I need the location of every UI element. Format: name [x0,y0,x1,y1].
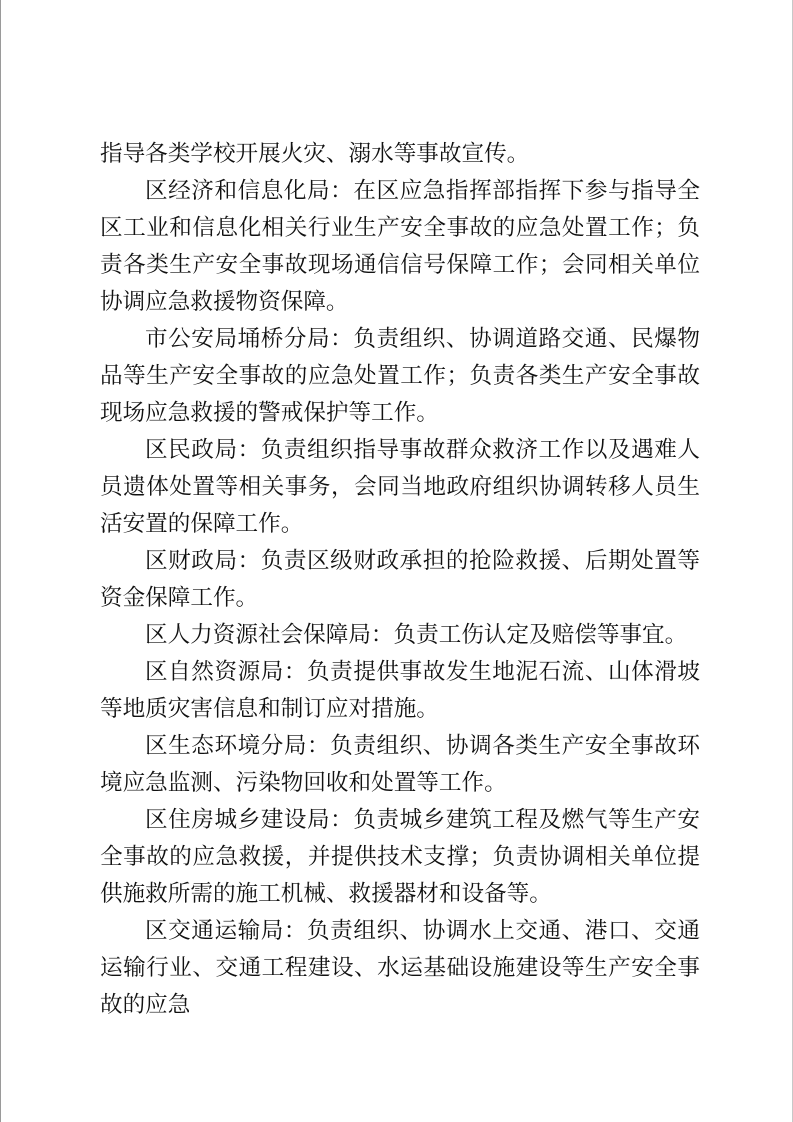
paragraph-ecology-environment-branch: 区生态环境分局：负责组织、协调各类生产安全事故环境应急监测、污染物回收和处置等工作。 [100,733,700,796]
paragraph-housing-construction-bureau: 区住房城乡建设局：负责城乡建筑工程及燃气等生产安全事故的应急救援，并提供技术支撑；负责协调相关单位提供施救所需的施工机械、救援器材和设备等。 [100,807,700,907]
document-body [100,136,700,1024]
paragraph-human-resources-bureau: 区人力资源社会保障局：负责工伤认定及赔偿等事宜。 [145,622,688,648]
paragraph-schools-continuation: 指导各类学校开展火灾、溺水等事故宣传。 [100,141,530,167]
paragraph-natural-resources-bureau: 区自然资源局：负责提供事故发生地泥石流、山体滑坡等地质灾害信息和制订应对措施。 [100,659,700,722]
page-left-border [0,0,1,1122]
paragraph-civil-affairs-bureau: 区民政局：负责组织指导事故群众救济工作以及遇难人员遗体处置等相关事务，会同当地政府组织协调转移人员生活安置的保障工作。 [100,437,700,537]
paragraph-finance-bureau: 区财政局：负责区级财政承担的抢险救援、后期处置等资金保障工作。 [100,548,700,611]
paragraph-public-security-branch: 市公安局埇桥分局：负责组织、协调道路交通、民爆物品等生产安全事故的应急处置工作；负责各类生产安全事故现场应急救援的警戒保护等工作。 [100,326,700,426]
paragraph-economy-information-bureau: 区经济和信息化局：在区应急指挥部指挥下参与指导全区工业和信息化相关行业生产安全事故的应急处置工作；负责各类生产安全事故现场通信信号保障工作；会同相关单位协调应急救援物资保障。 [100,178,700,315]
paragraph-transport-bureau: 区交通运输局：负责组织、协调水上交通、港口、交通运输行业、交通工程建设、水运基础设施建设等生产安全事故的应急 [100,918,700,1018]
